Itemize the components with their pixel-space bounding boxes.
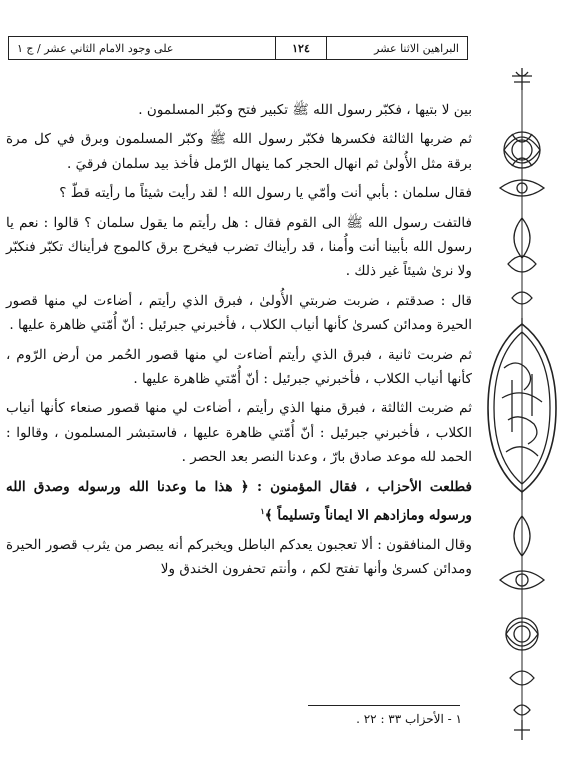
header-book-title: البراهين الاثنا عشر (374, 41, 459, 55)
paragraph-6: ثم ضربت ثانية ، فبرق الذي رأيتم أضاءت لي منها قصور الحُمر من أرض الرّوم ، كأنها أنياب الكلاب ، فأخبرني جبرئيل : أنّ أُمّتي ظاهرة عليها . (6, 346, 472, 388)
paragraph-3: فقال سلمان : بأبي أنت وأمّي يا رسول الله ! لقد رأيت شيئاً ما رأيته قطّ ؟ (59, 185, 472, 202)
paragraph-9: وقال المنافقون : ألا تعجبون يعدكم الباطل ويخبركم أنه يبصر من يثرب قصور الحيرة ومدائن كسرىٰ وأنها تفتح لكم ، وأنتم تحفرون الخندق ولا (6, 537, 472, 578)
body-text (6, 98, 472, 587)
footnote: ١ - الأحزاب ٣٣ : ٢٢ . (356, 712, 462, 726)
quran-verse: فطلعت الأحزاب ، فقال المؤمنون : ﴿ هذا ما وعدنا الله ورسوله وصدق الله ورسوله ومازادهم الا ايماناً وتسليماً ﴾ (6, 478, 472, 524)
paragraph-1: بين لا بتيها ، فكبّر رسول الله ﷺ تكبير فتح وكبّر المسلمون . (138, 102, 472, 118)
paragraph-5: قال : صدقتم ، ضربت ضربتي الأُولىٰ ، فبرق الذي رأيتم ، أضاءت لي منها قصور الحيرة ومدائن كسرىٰ كأنها أنياب الكلاب ، فأخبرني جبرئيل : أنّ أُمّتي ظاهرة عليها . (6, 292, 472, 334)
page-number: ١٢٤ (275, 37, 327, 59)
side-ornament (482, 68, 562, 740)
paragraph-2: ثم ضربها الثالثة فكسرها فكبّر رسول الله ﷺ وكبّر المسلمون وبرق في كل مرة برقة مثل الأُولىٰ ثم انهال الحجر كما ينهال الرّمل فأخذ بيد سلمان فرقيَ . (6, 131, 472, 172)
header-chapter-title: على وجود الامام الثاني عشر / ج ١ (17, 41, 174, 55)
footnote-marker: ١ (260, 506, 265, 517)
page-header (8, 36, 468, 60)
paragraph-8-quran (6, 475, 472, 528)
paragraph-4: فالتفت رسول الله ﷺ الى القوم فقال : هل رأيتم ما يقول سلمان ؟ قالوا : نعم يا رسول الله بأبينا أنت وأُمنا ، قد رأيناك تضرب فيخرج برق كالموج فرأيناك تكبّر فنكبّر ولا نرىٰ شيئاً غير ذلك . (6, 214, 472, 280)
finial-top-icon (512, 68, 532, 90)
footnote-divider (308, 705, 460, 706)
paragraph-7: ثم ضربت الثالثة ، فبرق منها الذي رأيتم ، أضاءت لي منها قصور صنعاء كأنها أنياب الكلاب ، فأخبرني جبرئيل : أنّ أُمّتي ظاهرة عليها ، فاستبشر المسلمون ، وقالوا : الحمد لله موعد صادق بارّ ، وعدنا النصر بعد الحصر . (6, 400, 472, 466)
